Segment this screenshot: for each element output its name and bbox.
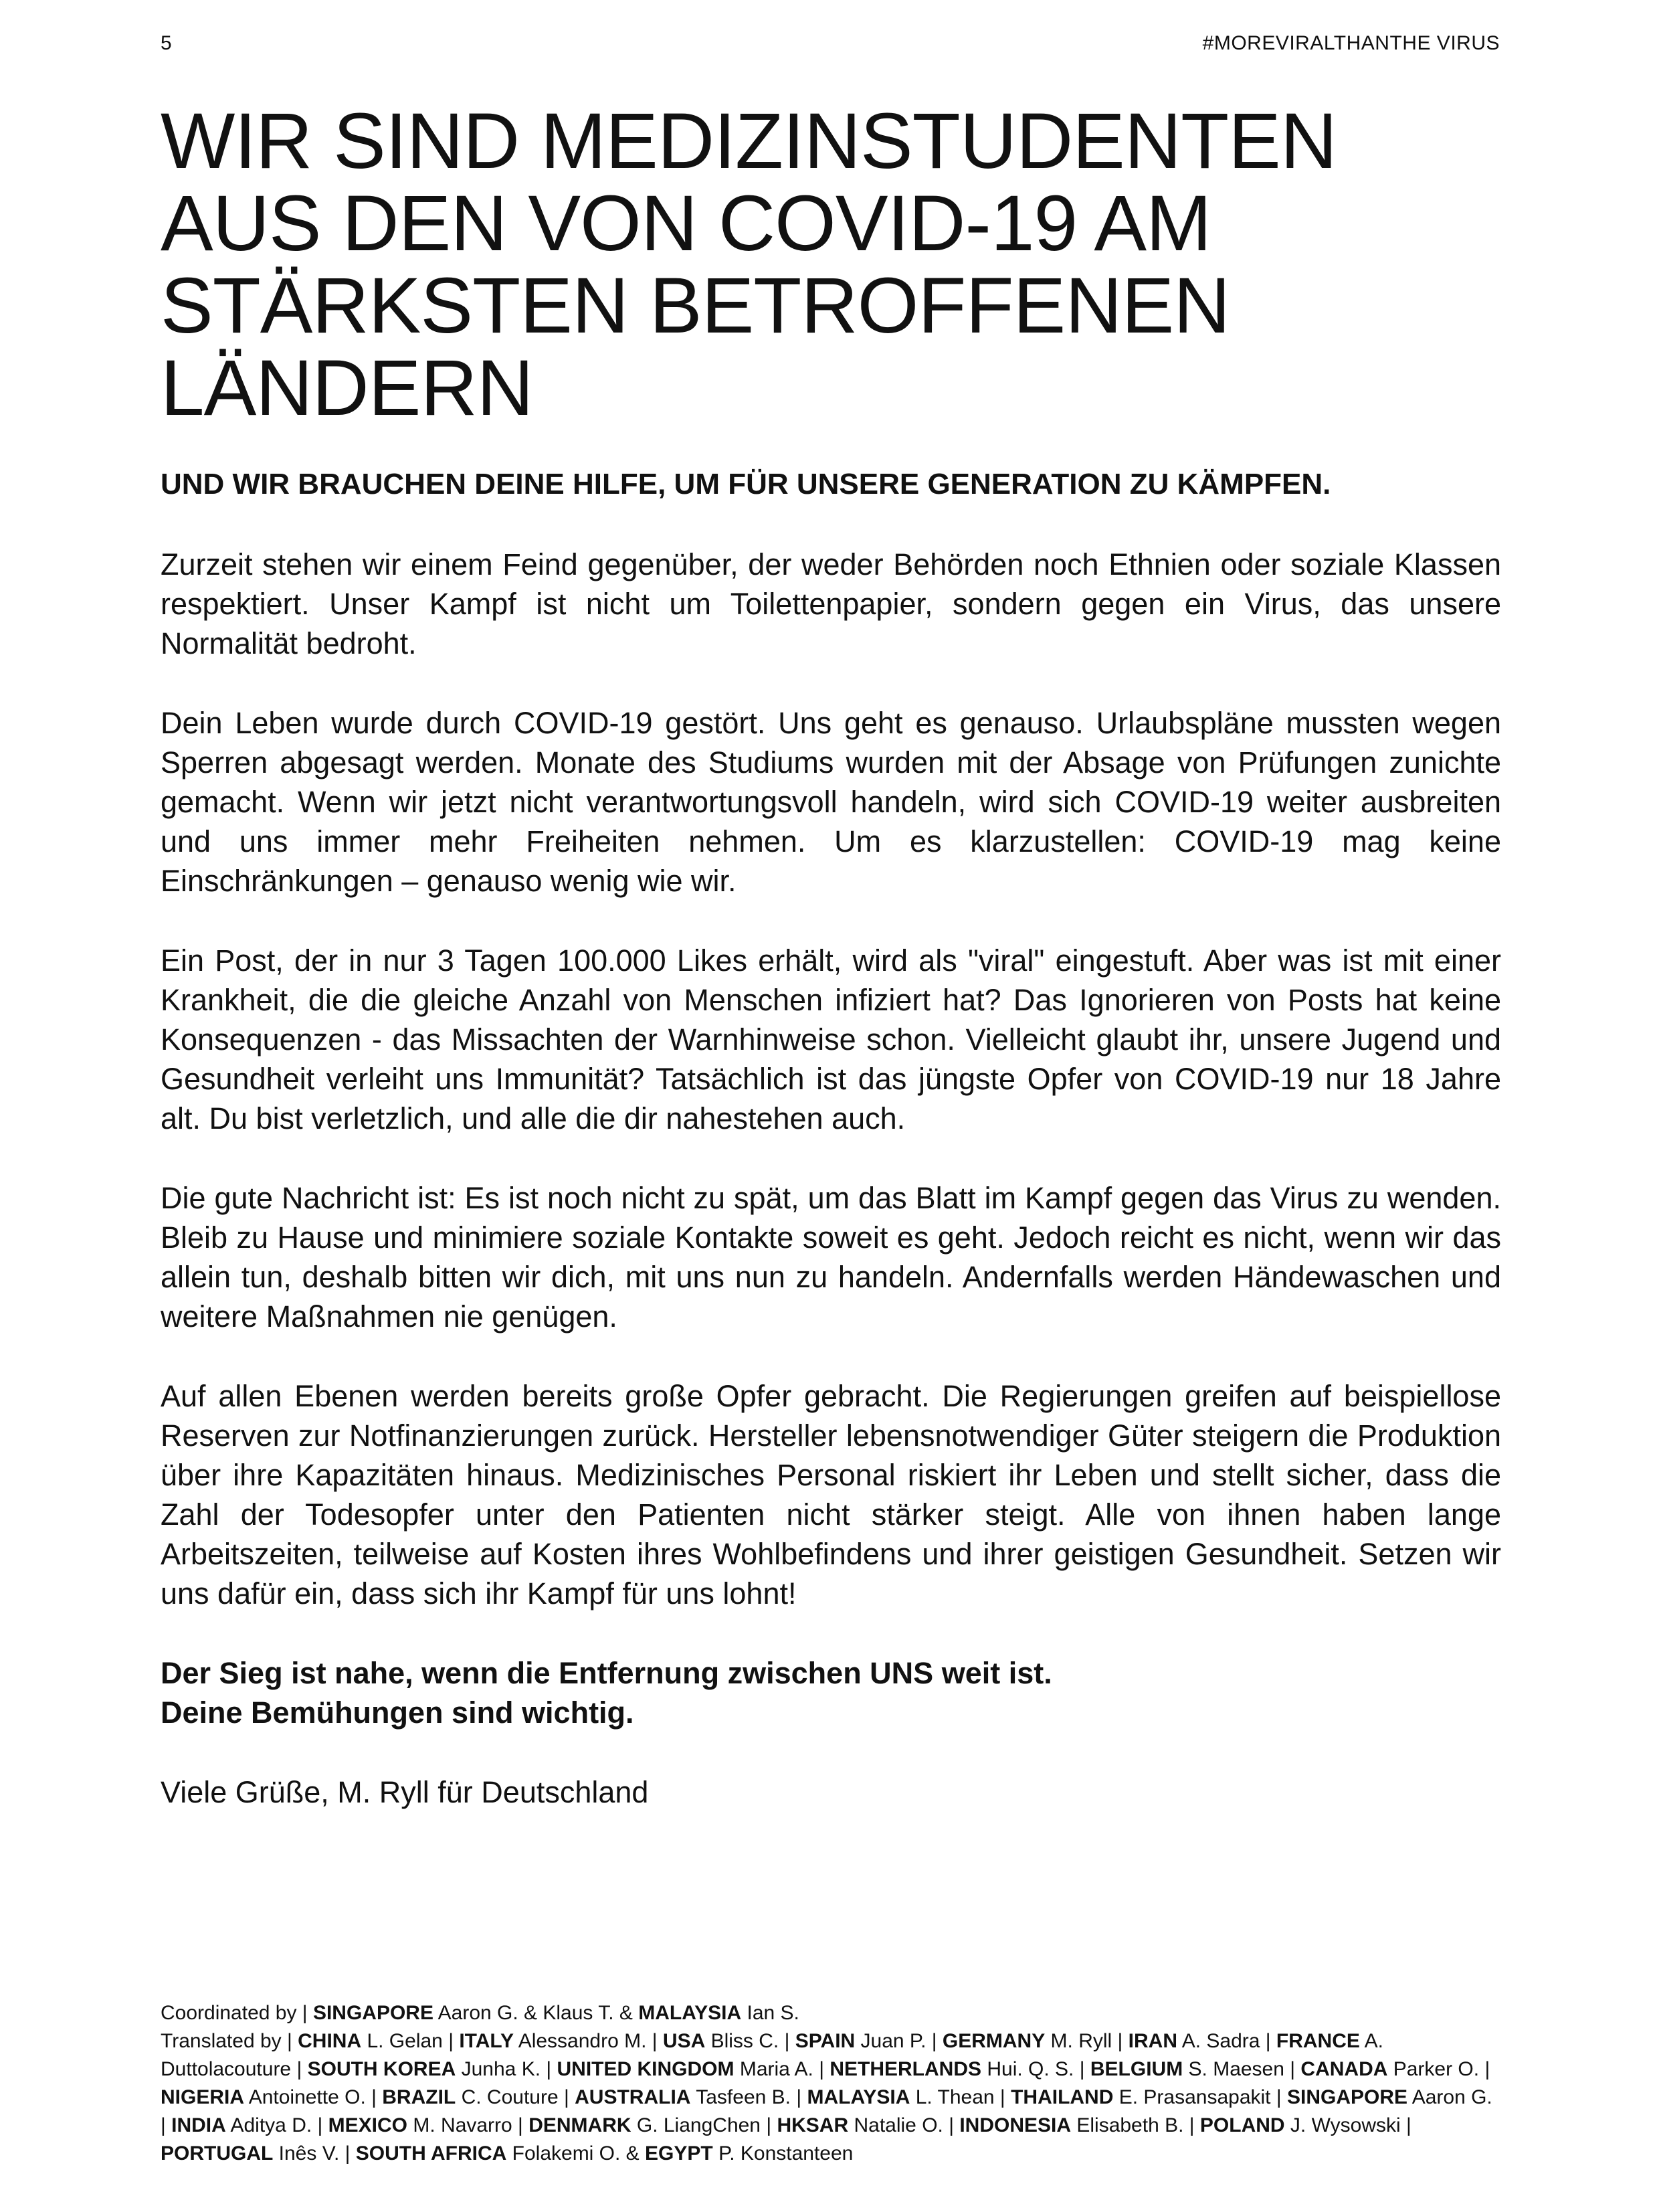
credit-names: Alessandro M. | [514, 2030, 663, 2052]
headline [161, 97, 1501, 432]
credit-names: Aaron G. & Klaus T. & [433, 2002, 639, 2024]
credit-country: NETHERLANDS [830, 2058, 982, 2080]
credit-country: CHINA [298, 2030, 362, 2052]
credit-names: Ian S. [741, 2002, 799, 2024]
credit-country: IRAN [1128, 2030, 1178, 2052]
credit-country: INDIA [171, 2114, 226, 2136]
credit-country: MALAYSIA [638, 2002, 742, 2024]
credit-country: CANADA [1300, 2058, 1388, 2080]
translated-list [161, 2030, 1492, 2164]
credit-names: L. Gelan | [361, 2030, 460, 2052]
credit-country: SPAIN [795, 2030, 856, 2052]
credit-names: Juan P. | [855, 2030, 943, 2052]
paragraph: Zurzeit stehen wir einem Feind gegenüber, der weder Behörden noch Ethnien oder soziale Klassen respektiert. Unser Kampf ist nicht um Toilettenpapier, sondern gegen ein Virus, das unsere Normalität bedroht. [161, 547, 1501, 660]
credit-country: SOUTH KOREA [307, 2058, 456, 2080]
credit-names: Aditya D. | [225, 2114, 328, 2136]
credits-label: Translated by | [161, 2030, 298, 2052]
coordinated-by [161, 1999, 1501, 2027]
credit-country: SINGAPORE [1286, 2086, 1408, 2108]
credit-names: E. Prasansapakit | [1113, 2086, 1287, 2108]
signoff: Viele Grüße, M. Ryll für Deutschland [161, 1775, 649, 1809]
credit-country: THAILAND [1011, 2086, 1114, 2108]
closing-line: Deine Bemühungen sind wichtig. [161, 1695, 634, 1730]
credit-country: AUSTRALIA [575, 2086, 691, 2108]
closing-statement [161, 1653, 1501, 1732]
paragraph: Dein Leben wurde durch COVID-19 gestört. Uns geht es genauso. Urlaubspläne mussten wegen Sperren abgesagt werden. Monate des Studiums wurden mit der Absage von Prüfungen zunichte gemacht. Wenn wir jetzt nicht verantwortungsvoll handeln, wird sich COVID-19 weiter ausbreiten und uns immer mehr Freiheiten nehmen. Um es klarzustellen: COVID-19 mag keine Einschränkungen – genauso wenig wie wir. [161, 706, 1501, 898]
credits-label: Coordinated by | [161, 2002, 313, 2024]
credit-names: C. Couture | [456, 2086, 575, 2108]
credit-country: USA [662, 2030, 706, 2052]
credit-names: Junha K. | [456, 2058, 557, 2080]
hashtag: #MOREVIRALTHANTHE VIRUS [1202, 32, 1500, 54]
credit-country: MALAYSIA [807, 2086, 910, 2108]
credit-country: BELGIUM [1090, 2058, 1183, 2080]
letter-body [161, 97, 1501, 1812]
credit-country: UNITED KINGDOM [557, 2058, 735, 2080]
credit-country: NIGERIA [161, 2086, 245, 2108]
paragraph: Auf allen Ebenen werden bereits große Opfer gebracht. Die Regierungen greifen auf beispiellose Reserven zur Notfinanzierungen zurück. Hersteller lebensnotwendiger Güter steigern die Produktion über ihre Kapazitäten hinaus. Medizinisches Personal riskiert ihr Leben und stellt sicher, dass die Zahl der Todesopfer unter den Patienten nicht stärker steigt. Alle von ihnen haben lange Arbeitszeiten, teilweise auf Kosten ihres Wohlbefindens und ihrer geistigen Gesundheit. Setzen wir uns dafür ein, dass sich ihr Kampf für uns lohnt! [161, 1379, 1501, 1610]
credit-names: Elisabeth B. | [1071, 2114, 1200, 2136]
credit-names: S. Maesen | [1183, 2058, 1301, 2080]
credit-names: Hui. Q. S. | [981, 2058, 1090, 2080]
credit-country: SINGAPORE [312, 2002, 433, 2024]
credit-names: P. Konstanteen [712, 2142, 854, 2164]
credit-country: MEXICO [328, 2114, 408, 2136]
credit-country: GERMANY [942, 2030, 1046, 2052]
credit-country: PORTUGAL [161, 2142, 274, 2164]
credit-names: Natalie O. | [848, 2114, 960, 2136]
credit-names: Maria A. | [734, 2058, 830, 2080]
headline-line: STÄRKSTEN BETROFFENEN [161, 262, 1230, 350]
credit-country: FRANCE [1276, 2030, 1360, 2052]
credit-names: L. Thean | [910, 2086, 1011, 2108]
coordinated-list [313, 2002, 799, 2024]
credit-country: SOUTH AFRICA [355, 2142, 507, 2164]
credit-names: A. Duttolacouture | [161, 2030, 1383, 2080]
credit-names: J. Wysowski | [1284, 2114, 1411, 2136]
credit-names: M. Navarro | [407, 2114, 529, 2136]
closing-line: Der Sieg ist nahe, wenn die Entfernung zwischen UNS weit ist. [161, 1656, 1052, 1690]
paragraph: Ein Post, der in nur 3 Tagen 100.000 Likes erhält, wird als "viral" eingestuft. Aber was ist mit einer Krankheit, die die gleiche Anzahl von Menschen infiziert hat? Das Ignorieren von Posts hat keine Konsequenzen - das Missachten der Warnhinweise schon. Vielleicht glaubt ihr, unsere Jugend und Gesundheit verleiht uns Immunität? Tatsächlich ist das jüngste Opfer von COVID-19 nur 18 Jahre alt. Du bist verletzlich, und alle die dir nahestehen auch. [161, 943, 1501, 1135]
translated-by [161, 2027, 1501, 2168]
paragraph: Die gute Nachricht ist: Es ist noch nicht zu spät, um das Blatt im Kampf gegen das Virus zu wenden. Bleib zu Hause und minimiere soziale Kontakte soweit es geht. Jedoch reicht es nicht, wenn wir das allein tun, deshalb bitten wir dich, mit uns nun zu handeln. Andernfalls werden Händewaschen und weitere Maßnahmen nie genügen. [161, 1181, 1501, 1333]
credit-names: Inês V. | [273, 2142, 356, 2164]
credits [161, 1999, 1501, 2168]
credit-names: M. Ryll | [1045, 2030, 1129, 2052]
page-number: 5 [161, 32, 172, 54]
credit-names: G. LiangChen | [631, 2114, 777, 2136]
credit-names: Parker O. | [1387, 2058, 1490, 2080]
credit-country: INDONESIA [959, 2114, 1072, 2136]
credit-country: EGYPT [645, 2142, 713, 2164]
headline-line: AUS DEN VON COVID-19 AM [161, 179, 1211, 268]
credit-country: ITALY [459, 2030, 514, 2052]
credit-names: Tasfeen B. | [690, 2086, 807, 2108]
subheading: UND WIR BRAUCHEN DEINE HILFE, UM FÜR UNSERE GENERATION ZU KÄMPFEN. [161, 468, 1331, 500]
headline-line: LÄNDERN [161, 344, 533, 432]
credit-country: POLAND [1199, 2114, 1285, 2136]
credit-names: Aaron G. | [161, 2086, 1492, 2136]
headline-line: WIR SIND MEDIZINSTUDENTEN [161, 97, 1337, 185]
credit-names: Antoinette O. | [244, 2086, 383, 2108]
credit-names: Bliss C. | [705, 2030, 795, 2052]
credit-country: HKSAR [777, 2114, 849, 2136]
credit-country: BRAZIL [382, 2086, 456, 2108]
credit-names: Folakemi O. & [506, 2142, 646, 2164]
credit-names: A. Sadra | [1177, 2030, 1276, 2052]
credit-country: DENMARK [528, 2114, 631, 2136]
